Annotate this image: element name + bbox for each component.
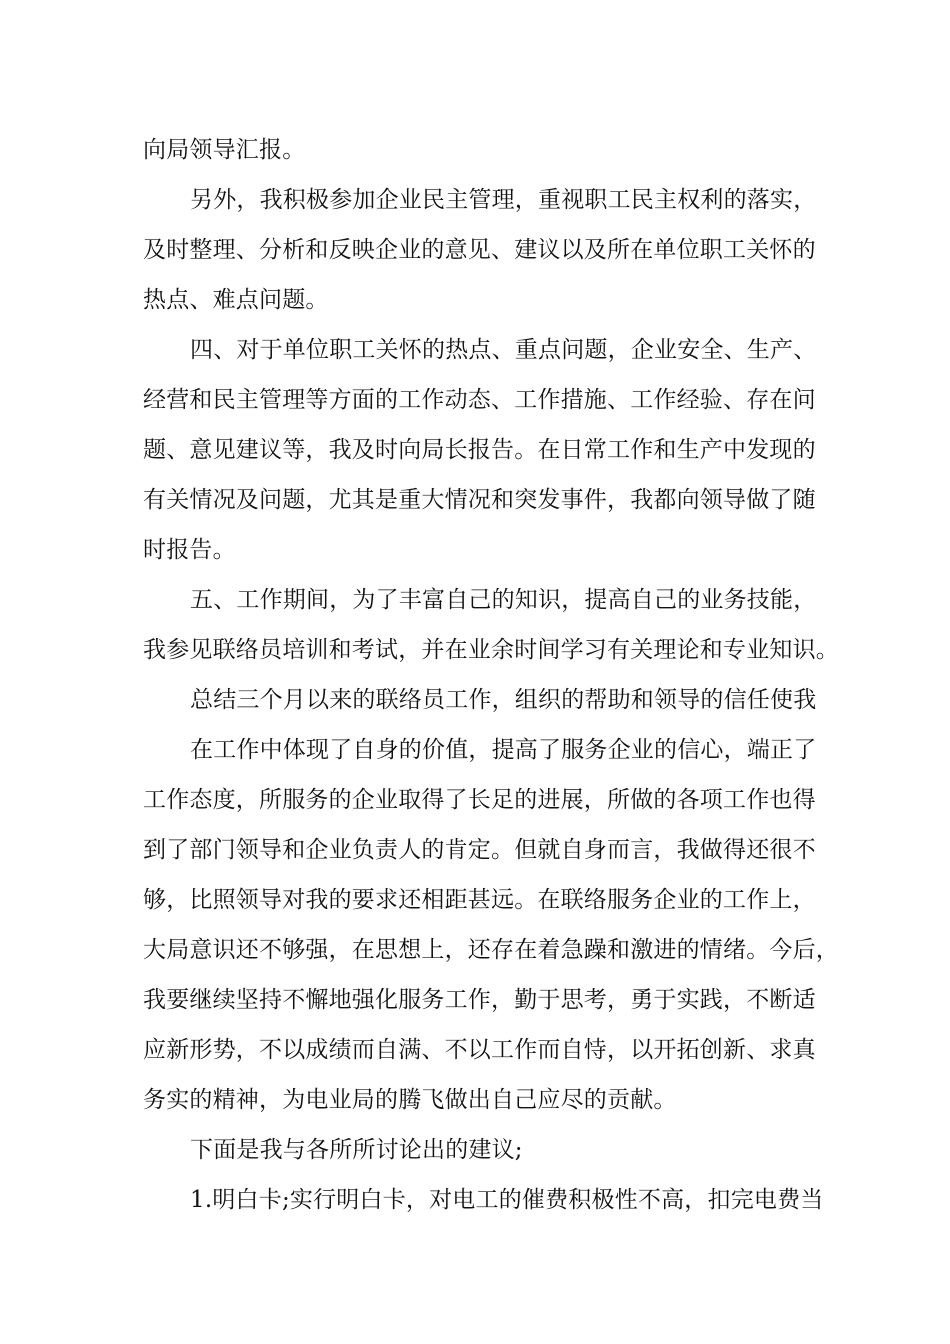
body-line: 应新形势，不以成绩而自满、不以工作而自恃，以开拓创新、求真 [143, 1037, 816, 1063]
body-line: 时报告。 [143, 537, 236, 563]
body-line: 热点、难点问题。 [143, 287, 329, 313]
body-line: 向局领导汇报。 [143, 137, 306, 163]
paragraph-first-line: 四、对于单位职工关怀的热点、重点问题，企业安全、生产、 [190, 337, 817, 363]
body-line: 有关情况及问题，尤其是重大情况和突发事件，我都向领导做了随 [143, 487, 816, 513]
body-line: 我要继续坚持不懈地强化服务工作，勤于思考，勇于实践，不断适 [143, 987, 816, 1013]
paragraph-first-line: 另外，我积极参加企业民主管理，重视职工民主权利的落实， [190, 187, 817, 213]
paragraph-first-line: 1.明白卡;实行明白卡，对电工的催费积极性不高，扣完电费当 [190, 1187, 824, 1213]
body-line: 经营和民主管理等方面的工作动态、工作措施、工作经验、存在问 [143, 387, 816, 413]
body-line: 大局意识还不够强，在思想上，还存在着急躁和激进的情绪。今后， [143, 937, 839, 963]
body-line: 及时整理、分析和反映企业的意见、建议以及所在单位职工关怀的 [143, 237, 816, 263]
paragraph-first-line: 总结三个月以来的联络员工作，组织的帮助和领导的信任使我 [190, 687, 817, 713]
body-line: 务实的精神，为电业局的腾飞做出自己应尽的贡献。 [143, 1087, 677, 1113]
paragraph-first-line: 在工作中体现了自身的价值，提高了服务企业的信心，端正了 [190, 737, 817, 763]
paragraph-first-line: 五、工作期间，为了丰富自己的知识，提高自己的业务技能， [190, 587, 817, 613]
body-line: 工作态度，所服务的企业取得了长足的进展，所做的各项工作也得 [143, 787, 816, 813]
body-line: 够，比照领导对我的要求还相距甚远。在联络服务企业的工作上， [143, 887, 816, 913]
paragraph-first-line: 下面是我与各所所讨论出的建议; [190, 1137, 523, 1163]
body-line: 题、意见建议等，我及时向局长报告。在日常工作和生产中发现的 [143, 437, 816, 463]
body-line: 到了部门领导和企业负责人的肯定。但就自身而言，我做得还很不 [143, 837, 816, 863]
body-line: 我参见联络员培训和考试，并在业余时间学习有关理论和专业知识。 [143, 637, 839, 663]
